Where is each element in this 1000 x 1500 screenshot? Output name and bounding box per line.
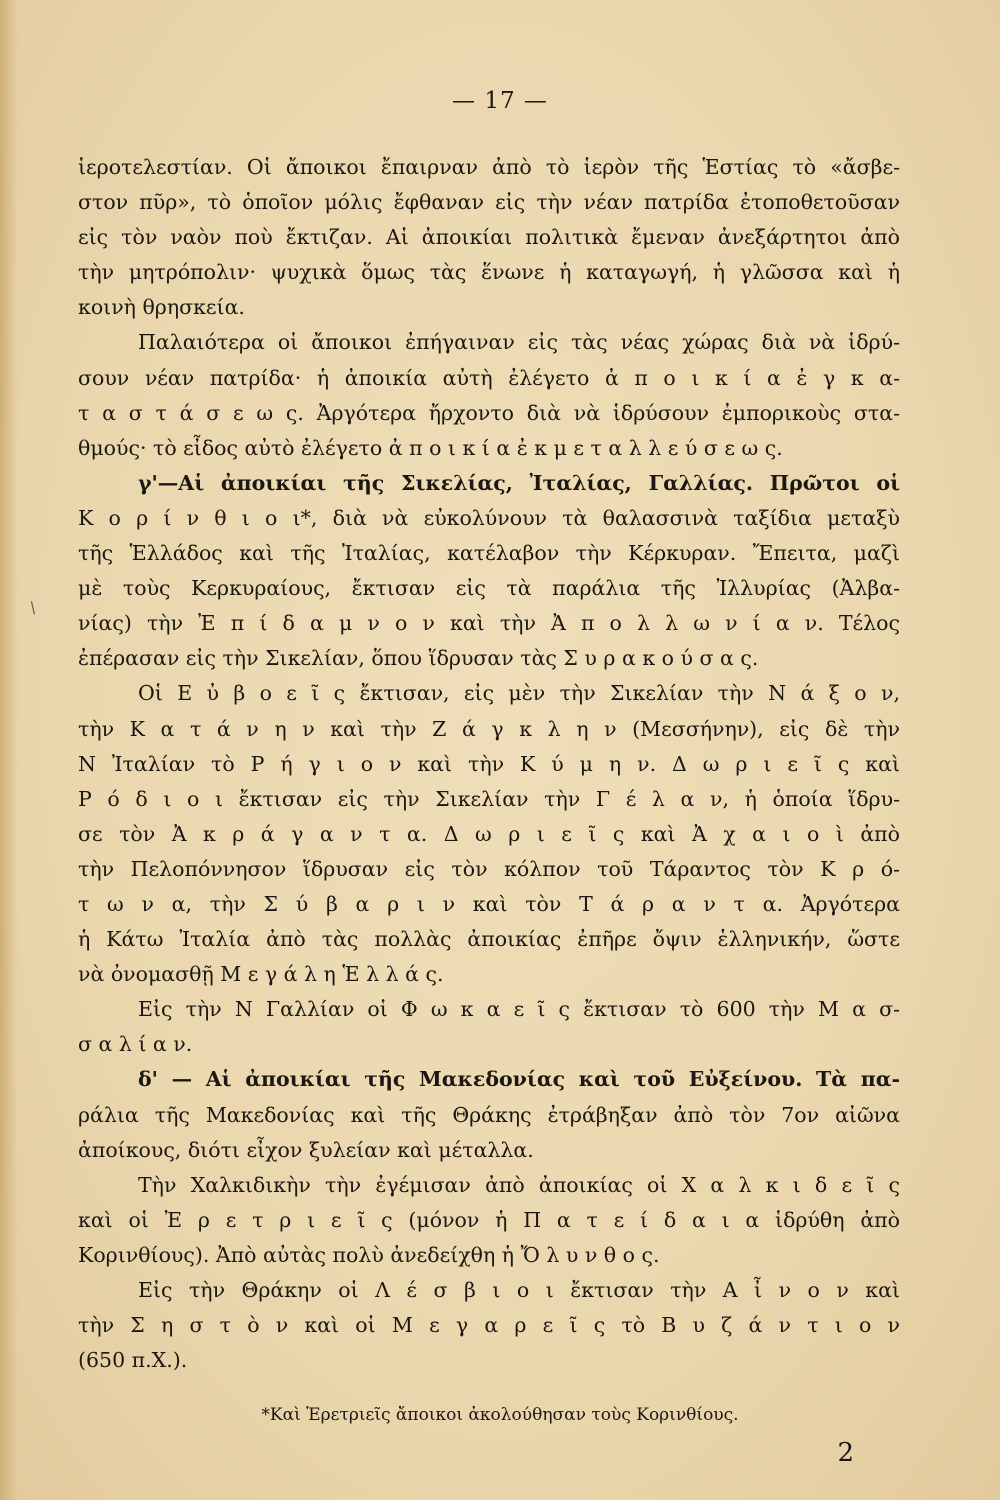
text-line: σε τὸν Ἀ κ ρ ά γ α ν τ α. Δ ω ρ ι ε ῖ ς καὶ Ἀ χ α ι ο ὶ ἀπὸ <box>78 821 900 846</box>
text-line: τὴν Σ η σ τ ὸ ν καὶ οἱ Μ ε γ α ρ ε ῖ ς τὸ Β υ ζ ά ν τ ι ο ν <box>78 1313 900 1338</box>
text-line: τὴν Κ α τ ά ν η ν καὶ τὴν Ζ ά γ κ λ η ν (Μεσσήνην), εἰς δὲ τὴν <box>78 716 900 741</box>
section-heading-line: γ'—Αἱ ἀποικίαι τῆς Σικελίας, Ἰταλίας, Γαλλίας. Πρῶτοι οἱ <box>138 470 900 495</box>
text-line: μὲ τοὺς Κερκυραίους, ἔκτισαν εἰς τὰ παράλια τῆς Ἰλλυρίας (Ἀλβα- <box>78 576 900 601</box>
printer-signature-mark: 2 <box>837 1438 854 1468</box>
paragraph-6 <box>78 1062 900 1167</box>
page-number: — 17 — <box>452 88 548 114</box>
text-line: Εἰς τὴν Ν Γαλλίαν οἱ Φ ω κ α ε ῖ ς ἔκτισαν τὸ 600 τὴν Μ α σ- <box>138 997 900 1022</box>
paragraph-4 <box>78 676 900 992</box>
text-line: τῆς Ἑλλάδος καὶ τῆς Ἰταλίας, κατέλαβον τὴν Κέρκυραν. Ἔπειτα, μαζὶ <box>78 541 900 566</box>
text-line: Παλαιότερα οἱ ἄποικοι ἐπήγαιναν εἰς τὰς νέας χώρας διὰ νὰ ἱδρύ- <box>138 330 900 355</box>
text-line: Οἱ Ε ὐ β ο ε ῖ ς ἔκτισαν, εἰς μὲν τὴν Σικελίαν τὴν Ν ά ξ ο ν, <box>138 681 900 706</box>
text-line: ἡ Κάτω Ἰταλία ἀπὸ τὰς πολλὰς ἀποικίας ἐπῆρε ὄψιν ἑλληνικήν, ὥστε <box>78 927 900 952</box>
text-line: σουν νέαν πατρίδα· ἡ ἀποικία αὐτὴ ἐλέγετο ἀ π ο ι κ ί α ἐ γ κ α- <box>78 365 900 390</box>
section-heading-line: δ' — Αἱ ἀποικίαι τῆς Μακεδονίας καὶ τοῦ Εὐξείνου. Τὰ πα- <box>138 1067 900 1092</box>
text-line: (650 π.Χ.). <box>78 1348 188 1373</box>
text-line: εἰς τὸν ναὸν ποὺ ἔκτιζαν. Αἱ ἀποικίαι πολιτικὰ ἔμεναν ἀνεξάρτητοι ἀπὸ <box>78 225 900 250</box>
text-line: κοινὴ θρησκεία. <box>78 295 245 320</box>
paragraph-5 <box>78 992 900 1062</box>
text-line: ράλια τῆς Μακεδονίας καὶ τῆς Θράκης ἐτράβηξαν ἀπὸ τὸν 7ον αἰῶνα <box>78 1102 900 1127</box>
text-line: τ α σ τ ά σ ε ω ς. Ἀργότερα ἤρχοντο διὰ νὰ ἱδρύσουν ἐμπορικοὺς στα- <box>78 400 900 425</box>
text-line: Κορινθίους). Ἀπὸ αὐτὰς πολὺ ἀνεδείχθη ἡ Ὄ λ υ ν θ ο ς. <box>78 1242 660 1267</box>
text-line: θμούς· τὸ εἶδος αὐτὸ ἐλέγετο ἀ π ο ι κ ί α ἐ κ μ ε τ α λ λ ε ύ σ ε ω ς. <box>78 435 783 460</box>
text-line: στον πῦρ», τὸ ὁποῖον μόλις ἔφθαναν εἰς τὴν νέαν πατρίδα ἐτοποθετοῦσαν <box>78 190 900 215</box>
text-line: Τὴν Χαλκιδικὴν τὴν ἐγέμισαν ἀπὸ ἀποικίας οἱ Χ α λ κ ι δ ε ῖ ς <box>138 1172 900 1197</box>
text-line: ἐπέρασαν εἰς τὴν Σικελίαν, ὅπου ἵδρυσαν τὰς Σ υ ρ α κ ο ύ σ α ς. <box>78 646 759 671</box>
text-line: Εἰς τὴν Θράκην οἱ Λ έ σ β ι ο ι ἔκτισαν τὴν Α ἶ ν ο ν καὶ <box>138 1278 900 1302</box>
paragraph-3 <box>78 466 900 677</box>
paragraph-7 <box>78 1168 900 1273</box>
body-text <box>78 150 900 1378</box>
text-line: τὴν Πελοπόννησον ἵδρυσαν εἰς τὸν κόλπον τοῦ Τάραντος τὸν Κ ρ ό- <box>78 856 900 881</box>
text-line: Ρ ό δ ι ο ι ἔκτισαν εἰς τὴν Σικελίαν τὴν Γ έ λ α ν, ἡ ὁποία ἵδρυ- <box>78 786 900 811</box>
page-binding-edge <box>0 0 18 1500</box>
text-line: νίας) τὴν Ἐ π ί δ α μ ν ο ν καὶ τὴν Ἀ π ο λ λ ω ν ί α ν. Τέλος <box>78 611 900 636</box>
text-line: τὴν μητρόπολιν· ψυχικὰ ὅμως τὰς ἕνωνε ἡ καταγωγή, ἡ γλῶσσα καὶ ἡ <box>78 260 900 285</box>
paragraph-2 <box>78 325 900 465</box>
text-line: Κ ο ρ ί ν θ ι ο ι*, διὰ νὰ εὐκολύνουν τὰ θαλασσινὰ ταξίδια μεταξὺ <box>78 505 900 530</box>
text-line: νὰ ὀνομασθῇ Μ ε γ ά λ η Ἑ λ λ ά ς. <box>78 962 444 987</box>
paragraph-8 <box>78 1273 900 1378</box>
paragraph-1 <box>78 150 900 325</box>
text-line: καὶ οἱ Ἐ ρ ε τ ρ ι ε ῖ ς (μόνον ἡ Π α τ ε ί δ α ι α ἱδρύθη ἀπὸ <box>78 1207 900 1232</box>
text-line: σ α λ ί α ν. <box>78 1032 193 1057</box>
margin-pencil-mark: / <box>25 597 40 618</box>
text-line: Ν Ἰταλίαν τὸ Ρ ή γ ι ο ν καὶ τὴν Κ ύ μ η ν. Δ ω ρ ι ε ῖ ς καὶ <box>78 751 900 776</box>
footnote: *Καὶ Ἐρετριεῖς ἄποικοι ἀκολούθησαν τοὺς Κορινθίους. <box>261 1405 739 1425</box>
text-line: ἱεροτελεστίαν. Οἱ ἄποικοι ἔπαιρναν ἀπὸ τὸ ἱερὸν τῆς Ἑστίας τὸ «ἄσβε- <box>78 155 900 179</box>
text-line: ἀποίκους, διότι εἶχον ξυλείαν καὶ μέταλλα. <box>78 1137 534 1162</box>
text-line: τ ω ν α, τὴν Σ ύ β α ρ ι ν καὶ τὸν Τ ά ρ α ν τ α. Ἀργότερα <box>78 891 900 916</box>
